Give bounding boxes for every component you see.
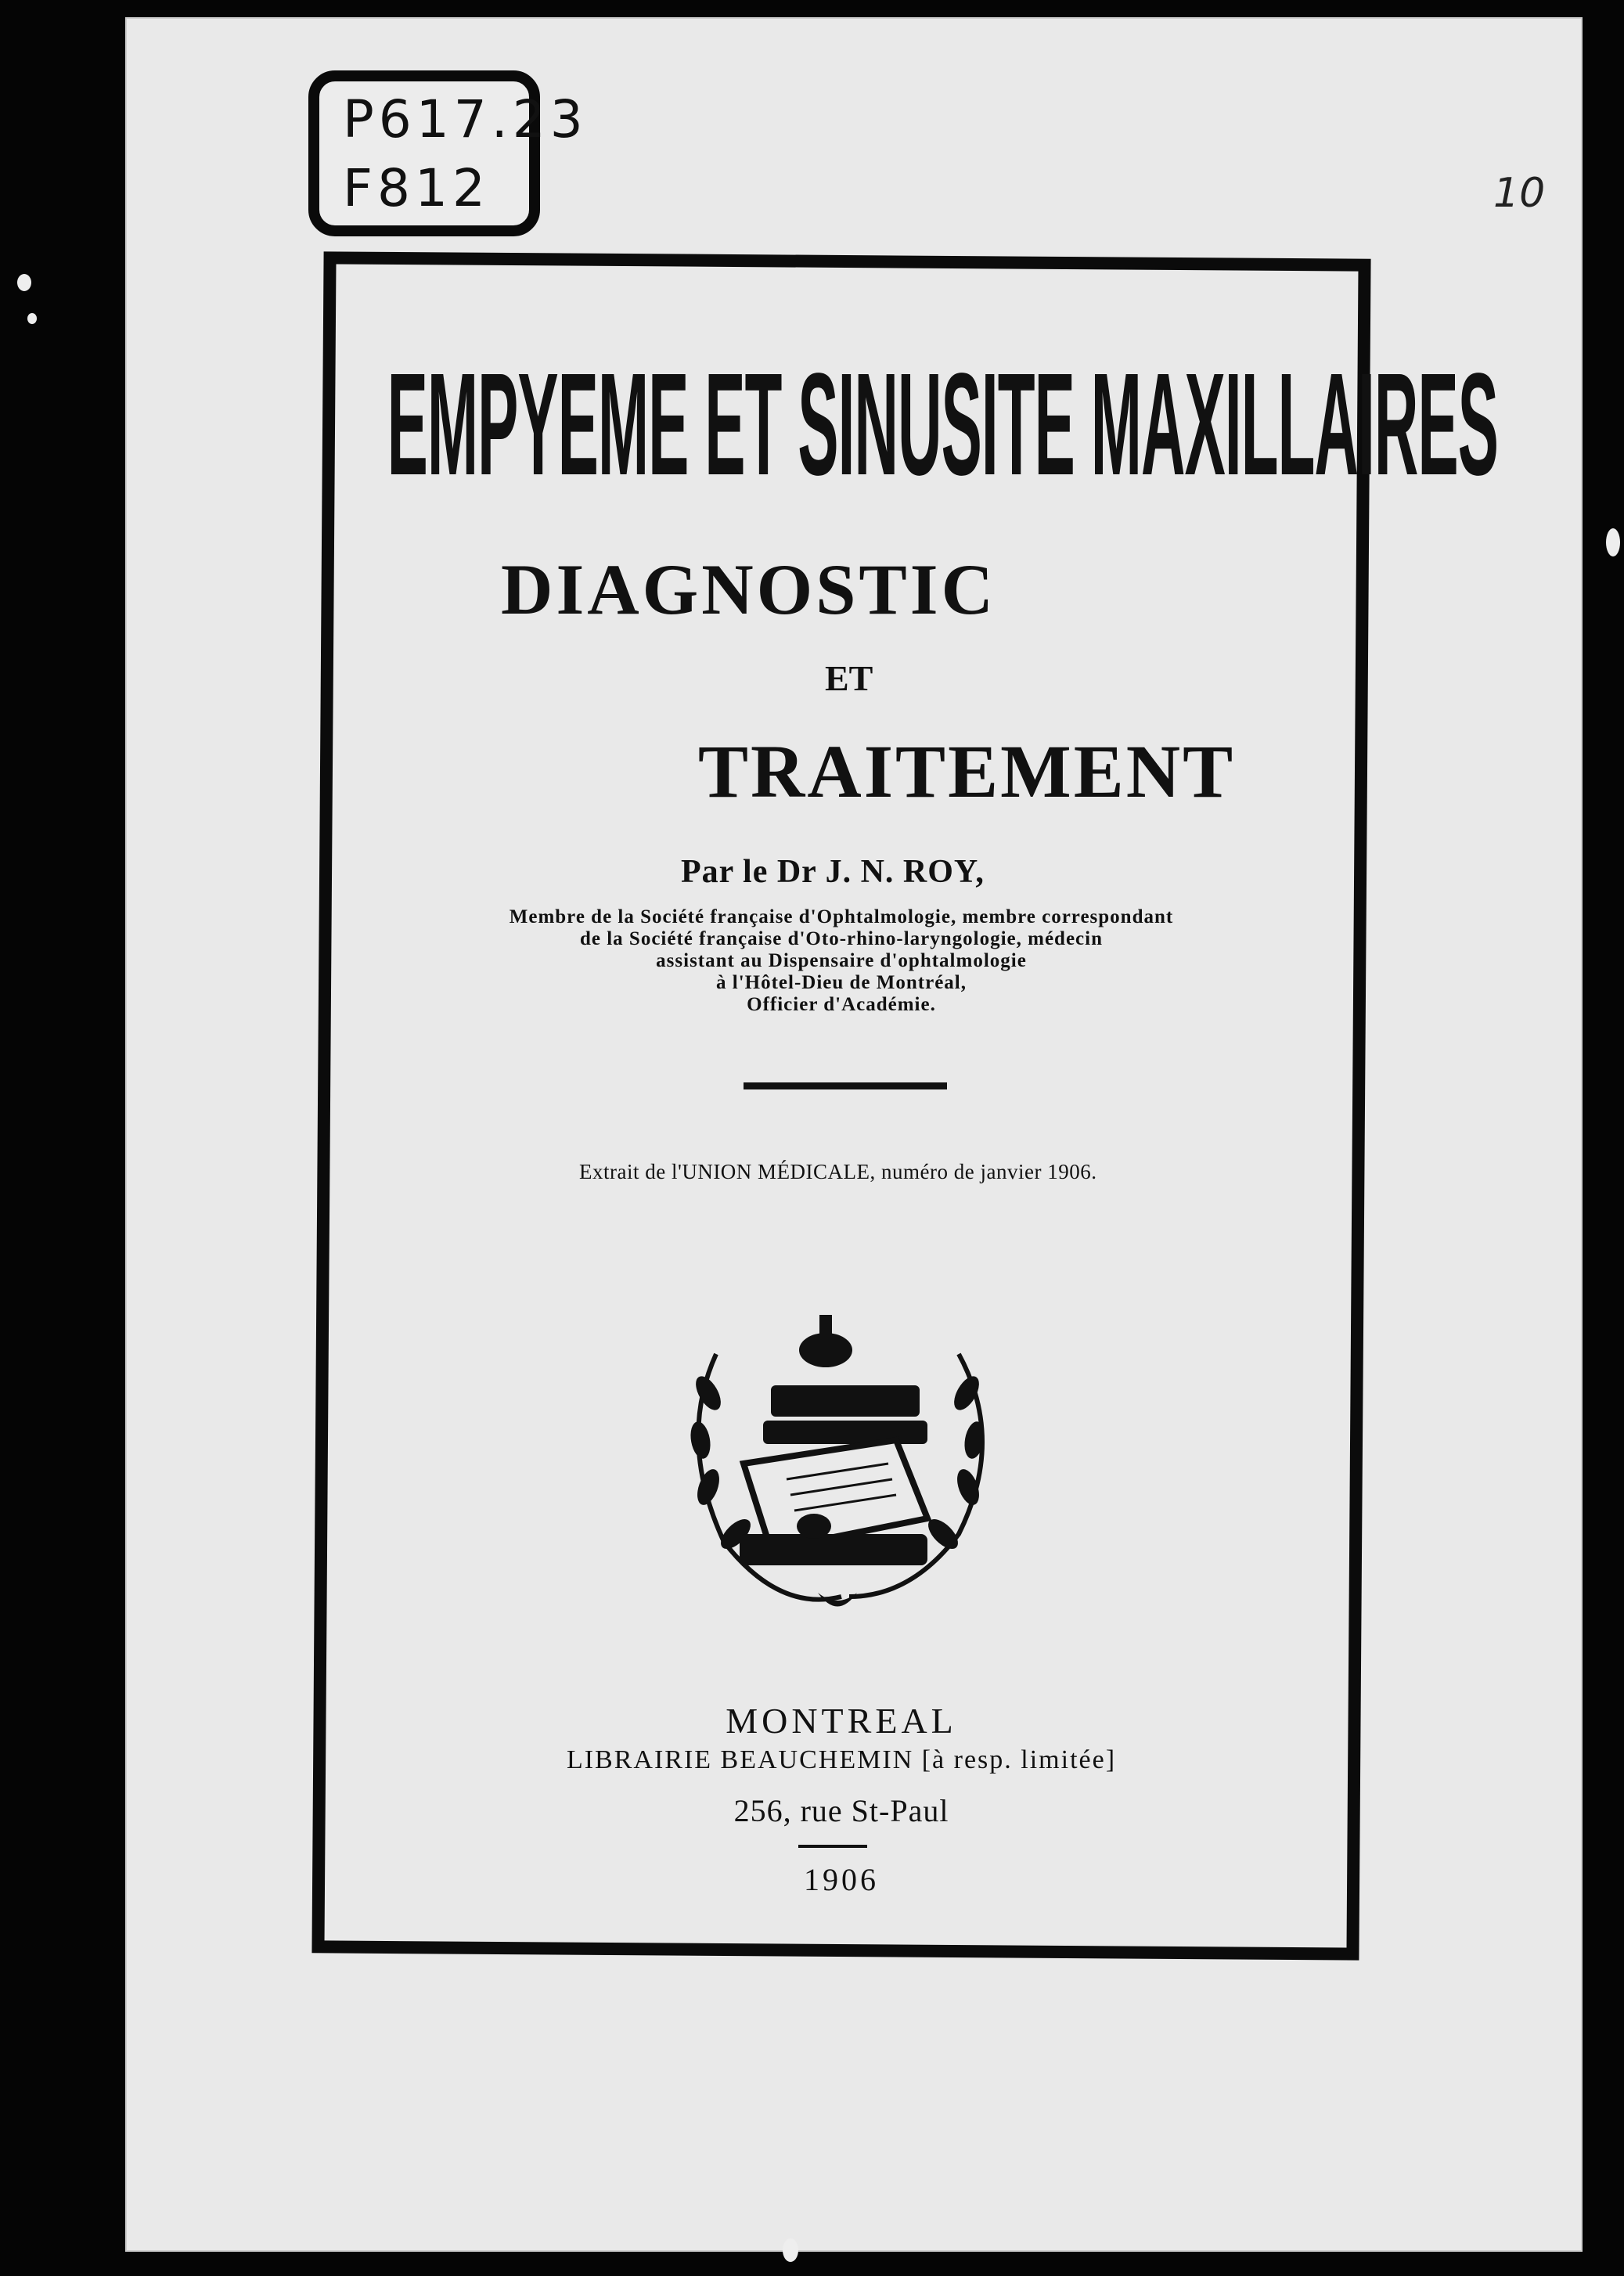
credential-line: Membre de la Société française d'Ophtalmologie, membre correspondant (509, 906, 1174, 927)
subtitle-et: ET (825, 658, 873, 698)
imprint-rule (798, 1845, 867, 1848)
scan-speckle (17, 274, 31, 291)
subtitle-traitement: TRAITEMENT (698, 729, 1236, 813)
imprint-publisher: LIBRAIRIE BEAUCHEMIN [à resp. limitée] (566, 1745, 1117, 1774)
stamp-line-1: P617.23 (343, 89, 588, 149)
credential-line: assistant au Dispensaire d'ophtalmologie (656, 950, 1027, 971)
stamp-line-2: F812 (343, 158, 490, 218)
imprint-year: 1906 (804, 1862, 879, 1897)
title: EMPYEME ET SINUSITE MAXILLAIRES (387, 344, 1499, 506)
author: Par le Dr J. N. ROY, (681, 854, 985, 890)
scan-speckle (783, 2238, 798, 2262)
scan-speckle (27, 313, 37, 324)
credential-line: de la Société française d'Oto-rhino-laryngologie, médecin (579, 928, 1104, 949)
extract-note: Extrait de l'UNION MÉDICALE, numéro de janvier 1906. (579, 1160, 1097, 1183)
imprint-city: MONTREAL (726, 1701, 957, 1741)
credential-line: Officier d'Académie. (747, 994, 936, 1015)
subtitle-diagnostic: DIAGNOSTIC (501, 549, 997, 629)
scan-speckle (1606, 528, 1620, 556)
separator-rule (744, 1082, 947, 1089)
catalog-stamp (308, 70, 588, 236)
page-number: 10 (1493, 170, 1546, 217)
books-vignette-illustration (661, 1284, 1014, 1636)
imprint-address: 256, rue St-Paul (733, 1793, 949, 1828)
credential-line: à l'Hôtel-Dieu de Montréal, (716, 972, 967, 993)
